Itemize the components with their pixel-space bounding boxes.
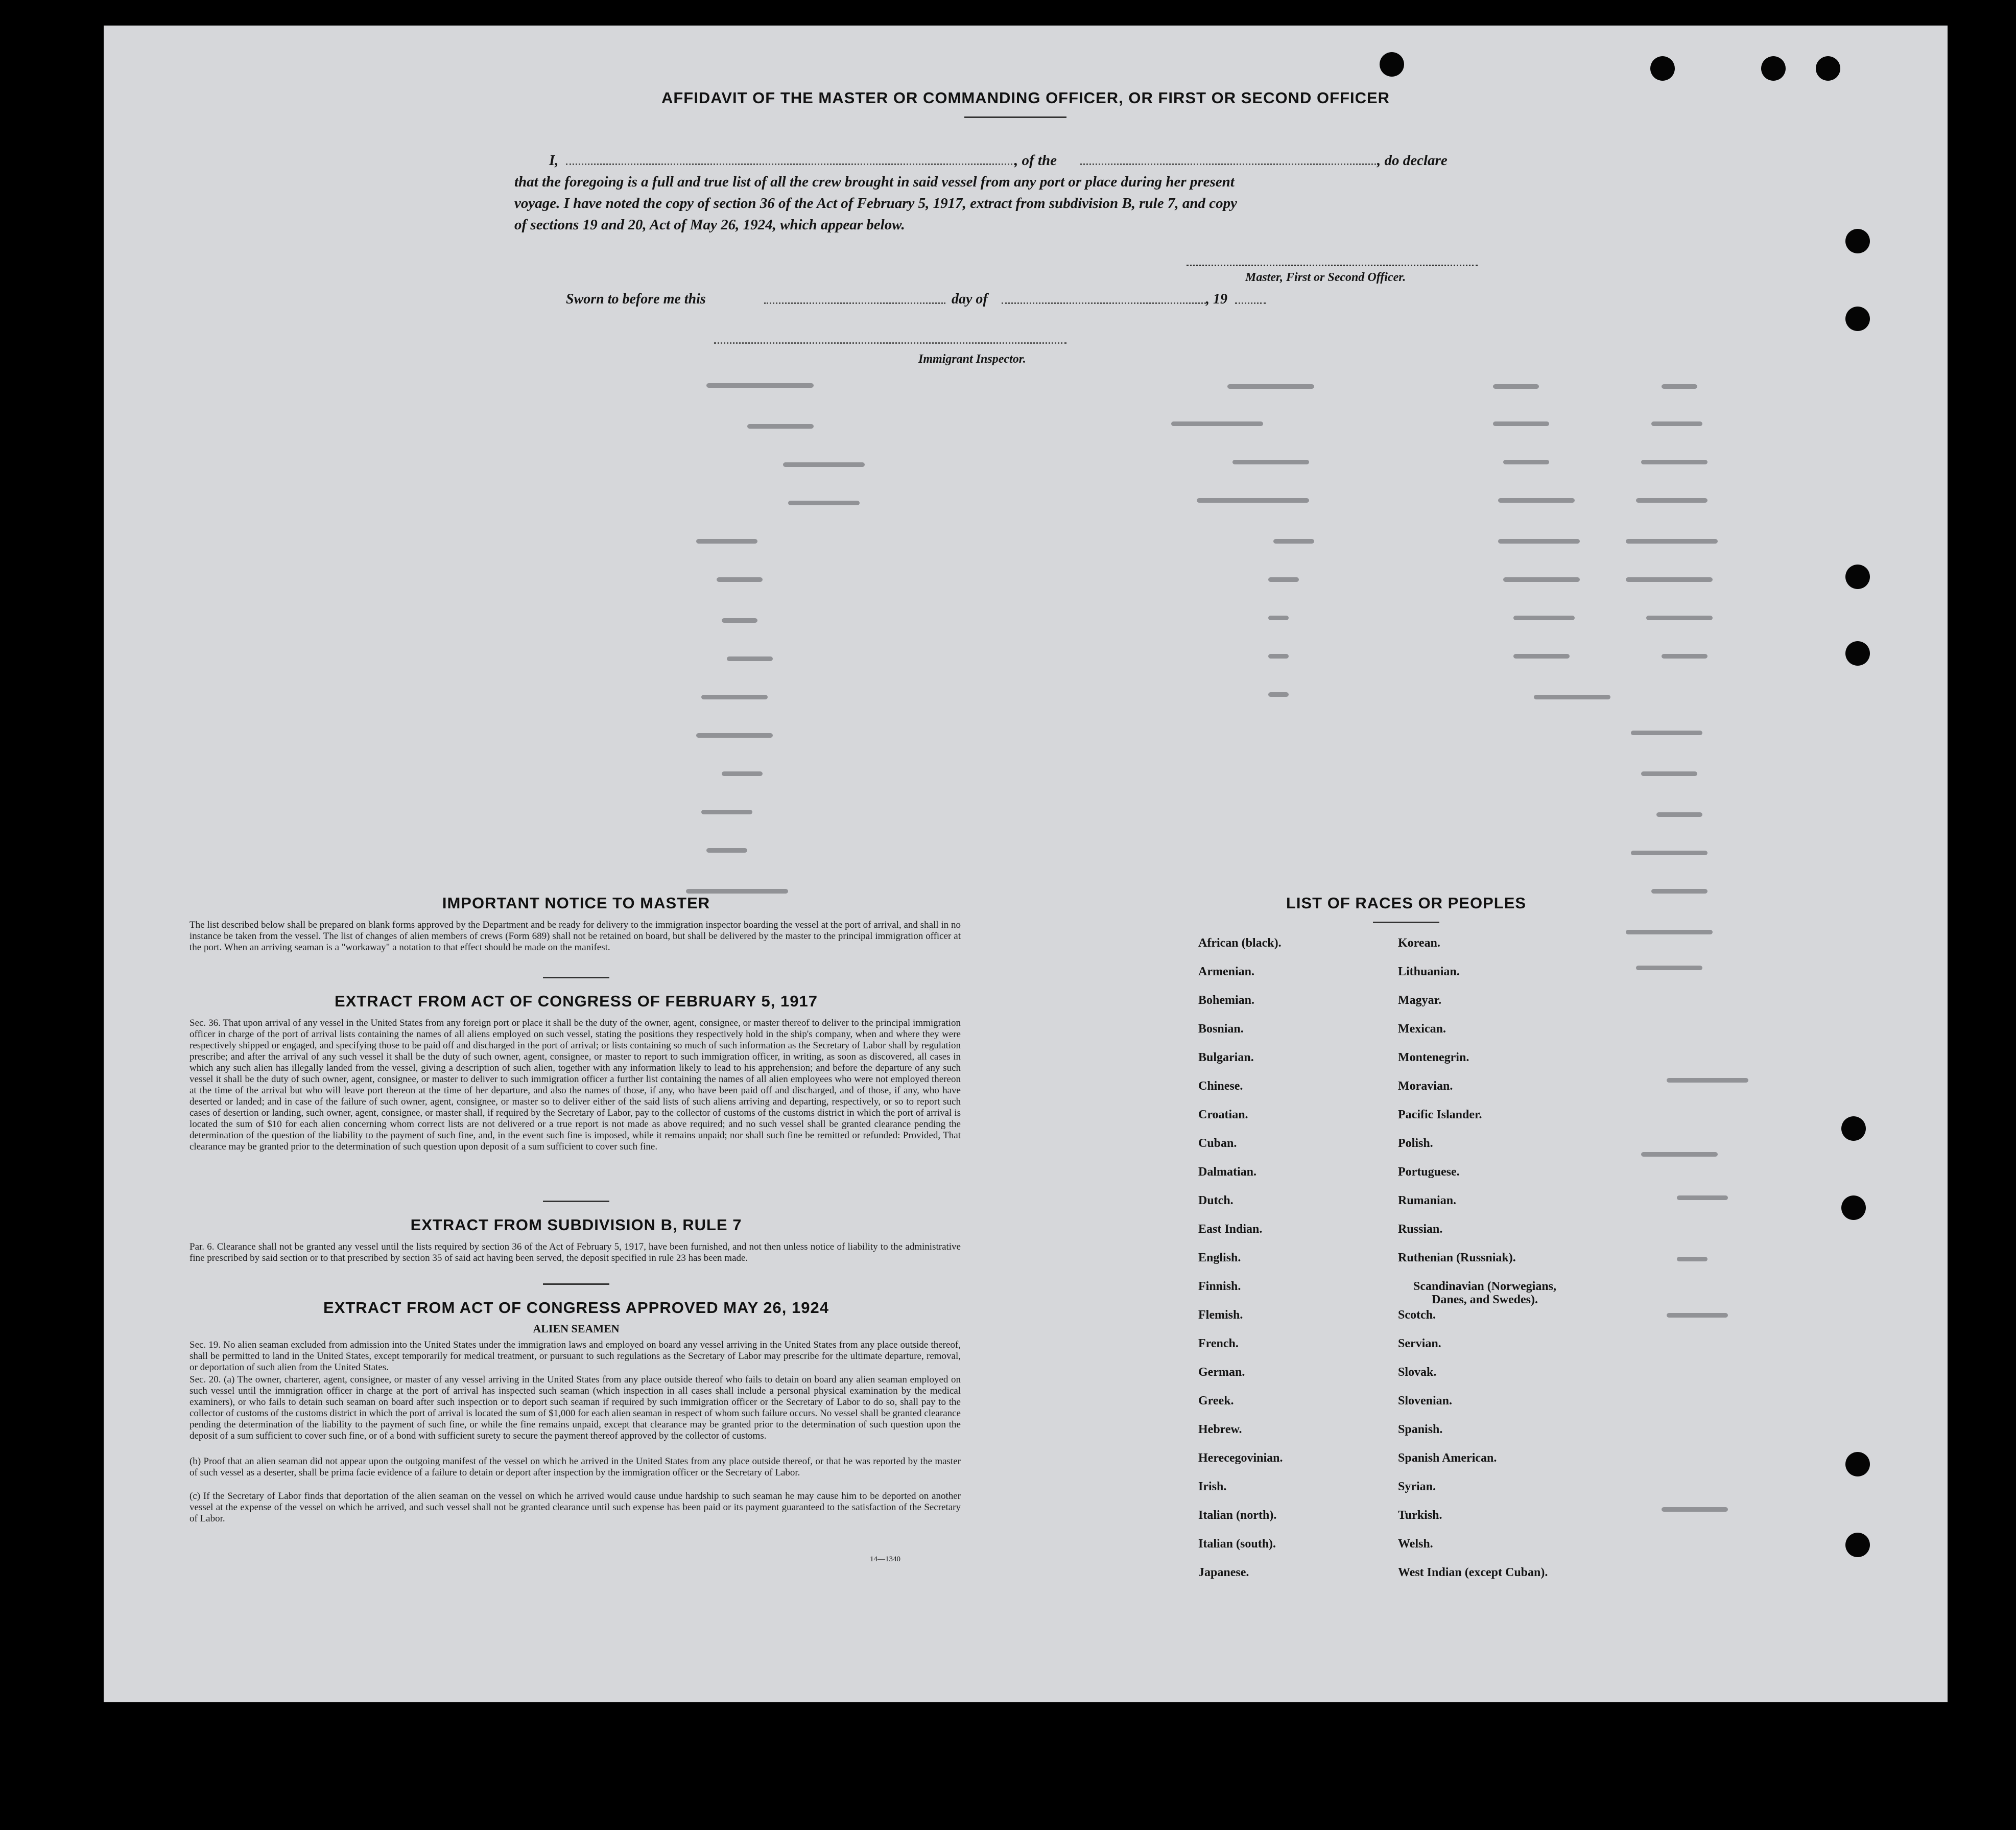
punch-hole [1845,565,1870,589]
punch-hole [1650,56,1675,81]
punch-hole [1845,229,1870,253]
sworn-label: Sworn to before me this [566,291,706,307]
race-item: Armenian. [1198,965,1254,978]
race-item: Montenegrin. [1398,1051,1469,1064]
race-item: Bosnian. [1198,1022,1244,1036]
punch-hole [1841,1116,1866,1141]
sworn-month-field[interactable] [1002,302,1206,304]
sec20c-body: (c) If the Secretary of Labor finds that deportation of the alien seaman on the vessel on which he arrived would cause undue hardship to such seaman he may cause him to be deported on another vessel at the expense of the vessel on which he arrived, and such vessel shall not be granted clearance until such expense has been paid or its payment guaranteed to the satisfaction of the Secretary of Labor. [189,1491,961,1524]
extract-rule7-title: EXTRACT FROM SUBDIVISION B, RULE 7 [410,1216,742,1234]
title-rule [964,116,1066,118]
punch-hole [1380,52,1404,77]
alien-seamen-subtitle: ALIEN SEAMEN [533,1322,620,1335]
affidavit-title: AFFIDAVIT OF THE MASTER OR COMMANDING OFFICER, OR FIRST OR SECOND OFFICER [661,89,1390,107]
master-signature-label: Master, First or Second Officer. [1245,271,1406,284]
punch-hole [1845,1452,1870,1476]
race-item: Dutch. [1198,1194,1234,1207]
race-item: Slovak. [1398,1366,1437,1379]
rule [1373,922,1439,923]
race-item: Portuguese. [1398,1165,1460,1179]
do-declare-label: , do declare [1377,152,1448,169]
race-item: African (black). [1198,936,1282,950]
notice-title: IMPORTANT NOTICE TO MASTER [442,894,710,912]
race-item: French. [1198,1337,1239,1350]
punch-hole [1845,1533,1870,1557]
notice-body: The list described below shall be prepared on blank forms approved by the Department and be ready for delivery to the immigration inspector boarding the vessel at the port of arrival, and shall in no instance be taken from the vessel. The list of changes of alien members of crews (Form 689) shall not be retained on board, but shall be delivered by the master to the principal immigration officer at the port. When an arriving seaman is a "workaway" a notation to that effect should be made on the manifest. [189,920,961,953]
form-number: 14—1340 [870,1555,900,1563]
race-item: Herecegovinian. [1198,1451,1283,1465]
race-item: Italian (south). [1198,1537,1276,1551]
race-item: Korean. [1398,936,1440,950]
race-item: Hebrew. [1198,1423,1242,1436]
race-item: Bohemian. [1198,994,1255,1007]
extract-1917-title: EXTRACT FROM ACT OF CONGRESS OF FEBRUARY 5, 1917 [335,992,818,1010]
affidavit-line-4: of sections 19 and 20, Act of May 26, 1924, which appear below. [514,217,905,233]
extract-1924-title: EXTRACT FROM ACT OF CONGRESS APPROVED MAY 26, 1924 [323,1299,829,1317]
race-item: Mexican. [1398,1022,1446,1036]
race-item: Syrian. [1398,1480,1436,1493]
year-prefix: , 19 [1206,291,1227,307]
race-item: German. [1198,1366,1245,1379]
race-item: Russian. [1398,1223,1443,1236]
name-field[interactable] [566,163,1015,165]
day-of-label: day of [952,291,988,307]
sec20a-body: Sec. 20. (a) The owner, charterer, agent, consignee, or master of any vessel arriving in the United States from any place outside thereof who fails to detain on board any alien seaman employed on such vessel until the immigration officer in charge at the port of arrival has inspected such seaman (which inspection in all cases shall include a personal physical examination by the medical examiners), or who fails to detain such seaman on board after such inspection or to deport such seaman if required by such immigration officer or the Secretary of Labor to do so, shall pay to the collector of customs of the customs district in which the port of arrival is located the sum of $1,000 for each alien seaman in respect of whom such failure occurs. No vessel shall be granted clearance pending the determination of the liability to the payment of such fine, or while the fine remains unpaid, except that clearance may be granted prior to the determination of such question upon the deposit of a sum sufficient to cover such fine, or of a bond with sufficient surety to secure the payment thereof approved by the collector of customs. [189,1374,961,1441]
race-item: Cuban. [1198,1137,1237,1150]
race-item: Chinese. [1198,1080,1243,1093]
extract-1917-body: Sec. 36. That upon arrival of any vessel in the United States from any foreign port or place it shall be the duty of the owner, agent, consignee, or master thereof to deliver to the principal immigration officer in charge of the port of arrival lists containing the names of all aliens employed on such vessel, stating the positions they respectively hold in the ship's company, when and where they were respectively shipped or engaged, and specifying those to be paid off and discharged in the port of arrival; or lists containing so much of such information as the Secretary of Labor shall by regulation prescribe; and after the arrival of any such vessel it shall be the duty of such owner, agent, consignee, or master to report to such immigration officer, in writing, as soon as discovered, all cases in which any such alien has illegally landed from the vessel, giving a description of such alien, together with any information likely to lead to his apprehension; and before the departure of any such vessel it shall be the duty of such owner, agent, consignee, or master to deliver to such immigration officer a further list containing the names of all alien employees who were not employed thereon at the time of the arrival but who will leave port thereon at the time of her departure, and also the names of those, if any, who have been paid off and discharged, and of those, if any, who have deserted or landed; and in case of the failure of such owner, agent, consignee, or master so to deliver either of the said lists of such aliens arriving and departing, respectively, or so to report such cases of desertion or landing, such owner, agent, consignee, or master shall, if required by the Secretary of Labor, pay to the collector of customs of the customs district in which the port of arrival is located the sum of $10 for each alien concerning whom correct lists are not delivered or a true report is not made as above required; and no such vessel shall be granted clearance pending the determination of the question of the liability to the payment of such fine, and, in the event such fine is imposed, while it remains unpaid; nor shall such fine be remitted or refunded: Provided, That clearance may be granted prior to the determination of such question upon deposit of a sum sufficient to cover such fine. [189,1018,961,1152]
rule [543,977,609,978]
master-signature-field[interactable] [1187,265,1478,266]
race-item: Japanese. [1198,1566,1249,1579]
race-item: East Indian. [1198,1223,1263,1236]
race-item: Lithuanian. [1398,965,1460,978]
race-item: Magyar. [1398,994,1442,1007]
race-item: Ruthenian (Russniak). [1398,1251,1516,1264]
race-item: Dalmatian. [1198,1165,1256,1179]
extract-rule7-body: Par. 6. Clearance shall not be granted any vessel until the lists required by section 36 of the Act of February 5, 1917, have been furnished, and not then unless notice of liability to the administrative fine prescribed by said section or to that prescribed by section 35 of said act having been served, the deposit specified in rule 23 has been made. [189,1241,961,1263]
vessel-field[interactable] [1080,163,1379,165]
race-item: Welsh. [1398,1537,1433,1551]
race-item: Scandinavian (Norwegians, Danes, and Swedes). [1413,1280,1557,1306]
sec19-body: Sec. 19. No alien seaman excluded from admission into the United States under the immigration laws and employed on board any vessel arriving in the United States from any place outside thereof, shall be permitted to land in the United States, except temporarily for medical treatment, or pursuant to such regulations as the Secretary of Labor may prescribe for the ultimate departure, removal, or deportation of such alien from the United States. [189,1340,961,1373]
inspector-label: Immigrant Inspector. [918,353,1026,366]
race-item: Pacific Islander. [1398,1108,1482,1121]
race-item: West Indian (except Cuban). [1398,1566,1548,1579]
race-item: Finnish. [1198,1280,1241,1293]
race-item: Polish. [1398,1137,1433,1150]
of-the-label: , of the [1014,152,1057,169]
race-item: Moravian. [1398,1080,1453,1093]
race-item: Rumanian. [1398,1194,1457,1207]
inspector-signature-field[interactable] [714,342,1066,344]
punch-hole [1845,307,1870,331]
affidavit-i-label: I, [549,152,559,169]
punch-hole [1816,56,1840,81]
races-title: LIST OF RACES OR PEOPLES [1286,894,1527,912]
race-item: Bulgarian. [1198,1051,1254,1064]
sworn-year-field[interactable] [1235,302,1266,304]
race-item: Flemish. [1198,1308,1243,1322]
punch-hole [1845,641,1870,666]
punch-hole [1761,56,1786,81]
document-page [104,26,1948,1702]
sworn-day-field[interactable] [764,302,945,304]
race-item: Greek. [1198,1394,1234,1407]
affidavit-line-2: that the foregoing is a full and true list of all the crew brought in said vessel from any port or place during her present [514,174,1235,190]
race-item: Scotch. [1398,1308,1436,1322]
race-item: Spanish American. [1398,1451,1497,1465]
sec20b-body: (b) Proof that an alien seaman did not appear upon the outgoing manifest of the vessel on which he arrived in the United States from any place outside thereof, or that he was reported by the master of such vessel as a deserter, shall be prima facie evidence of a failure to detain or deport after inspection by the immigration officer or the Secretary of Labor. [189,1456,961,1478]
race-item: Croatian. [1198,1108,1248,1121]
race-item: Servian. [1398,1337,1441,1350]
race-item: English. [1198,1251,1241,1264]
affidavit-line-3: voyage. I have noted the copy of section 36 of the Act of February 5, 1917, extract from subdivision B, rule 7, and copy [514,195,1237,212]
race-item: Spanish. [1398,1423,1443,1436]
race-item: Turkish. [1398,1509,1442,1522]
race-item: Italian (north). [1198,1509,1277,1522]
punch-hole [1841,1195,1866,1220]
race-item: Slovenian. [1398,1394,1453,1407]
rule [543,1283,609,1285]
race-item: Irish. [1198,1480,1227,1493]
rule [543,1201,609,1202]
